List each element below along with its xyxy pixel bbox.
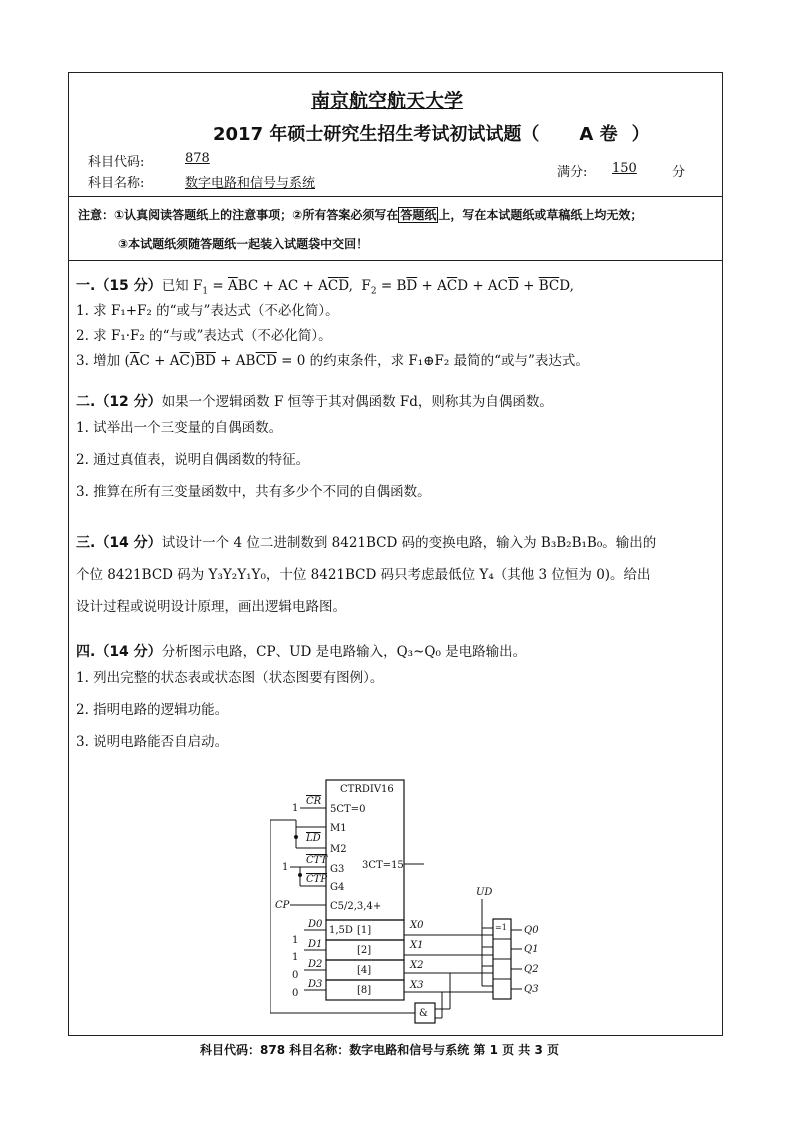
output-x0: X0 [410,920,424,931]
const-d2: 0 [292,970,299,981]
exam-title: 2017 年硕士研究生招生考试初试试题（ A 卷 ） [213,124,650,145]
pin-g3: G3 [330,864,345,875]
pin-w4: [4] [357,965,372,976]
pin-15d: 1,5D [329,925,353,936]
notice-line2: ③本试题纸须随答题纸一起装入试题袋中交回！ [118,237,369,251]
score-label: 满分: [557,165,588,180]
input-d1: D1 [308,939,323,950]
label-cp: CP [275,900,290,911]
page-footer: 科目代码：878 科目名称：数字电路和信号与系统 第 1 页 共 3 页 [200,1043,559,1057]
label-ctp: CTP [306,874,328,885]
q4-item-3: 3. 说明电路能否自启动。 [76,734,229,750]
q1-heading: 一.（15 分）已知 $F_1 = \overline{A}BC$ + AC + $A\overline{C}\overline{D}$, $F_2 = B\overline{D} + A\overline{C}D + AC\overline{D} + \overline{B}\overline{C}D$, [76,278,574,297]
output-x2: X2 [410,960,424,971]
code-label: 科目代码: [88,155,145,170]
score-value: 150 [612,161,637,176]
q2-heading: 二.（12 分）如果一个逻辑函数 F 恒等于其对偶函数 Fd，则称其为自偶函数。 [76,394,553,410]
name-value: 数字电路和信号与系统 [185,176,316,191]
q2-item-1: 1. 试举出一个三变量的自偶函数。 [76,420,283,436]
q4-item-2: 2. 指明电路的逻辑功能。 [76,702,229,718]
input-d0: D0 [308,919,323,930]
output-q3: Q3 [524,984,539,995]
q4-item-1: 1. 列出完整的状态表或状态图（状态图要有图例）。 [76,670,384,686]
code-value: 878 [185,151,210,166]
q3-line-2: 个位 8421BCD 码为 Y₃Y₂Y₁Y₀，十位 8421BCD 码只考虑最低位 Y₄（其他 3 位恒为 0)。给出 [76,567,651,583]
label-cr: CR [306,796,322,807]
pin-3ct15: 3CT=15 [362,860,404,871]
q3-line-1: 三.（14 分）试设计一个 4 位二进制数到 8421BCD 码的变换电路，输入为 B₃B₂B₁B₀。输出的 [76,535,657,551]
q2-item-3: 3. 推算在所有三变量函数中，共有多少个不同的自偶函数。 [76,484,431,500]
const-cr: 1 [292,803,299,814]
pin-g4: G4 [330,882,345,893]
output-q2: Q2 [524,964,539,975]
output-x1: X1 [410,940,424,951]
pin-5ct0: 5CT=0 [330,804,366,815]
pin-w8: [8] [357,985,372,996]
pin-c5: C5/2,3,4+ [330,901,382,912]
label-ctt: CTT [306,855,328,866]
name-label: 科目名称: [88,176,145,191]
pin-w1: [1] [357,925,372,936]
q1-item-2: 2. 求 F₁·F₂ 的“与或”表达式（不必化简）。 [76,328,332,344]
const-d3: 0 [292,988,299,999]
university-name: 南京航空航天大学 [311,90,464,112]
score-unit: 分 [672,165,686,180]
q1-item-1: 1. 求 F₁+F₂ 的“或与”表达式（不必化简）。 [76,303,339,319]
divider [68,260,723,261]
const-ct: 1 [282,862,289,873]
q3-line-3: 设计过程或说明设计原理，画出逻辑电路图。 [76,599,346,615]
pin-m2: M2 [330,844,347,855]
output-q0: Q0 [524,925,539,936]
output-q1: Q1 [524,944,539,955]
const-d1: 1 [292,952,299,963]
const-d0: 1 [292,935,299,946]
xor-label: =1 [495,923,507,932]
input-d2: D2 [308,959,323,970]
label-ud: UD [476,887,493,898]
divider [68,196,723,197]
q4-heading: 四.（14 分）分析图示电路，CP、UD 是电路输入，Q₃~Q₀ 是电路输出。 [76,644,527,660]
label-ld: LD [306,833,321,844]
q2-item-2: 2. 通过真值表，说明自偶函数的特征。 [76,452,310,468]
and-label: & [419,1008,428,1019]
q1-item-3: 3. 增加 $(\overline{A}C + A\overline{C})\overline{B}\overline{D} + AB\overline{C}\overline{D} = 0$ 的约束条件，求 F₁⊕F₂ 最简的“或与”表达式。 [76,353,589,369]
pin-w2: [2] [357,945,372,956]
input-d3: D3 [308,979,323,990]
chip-title: CTRDIV16 [340,784,394,795]
pin-m1: M1 [330,823,347,834]
notice-line1: 注意：①认真阅读答题纸上的注意事项；②所有答案必须写在 答题纸 上，写在本试题纸或草稿纸上均无效； [78,208,643,222]
output-x3: X3 [410,980,424,991]
counter-circuit-diagram [270,775,560,1025]
